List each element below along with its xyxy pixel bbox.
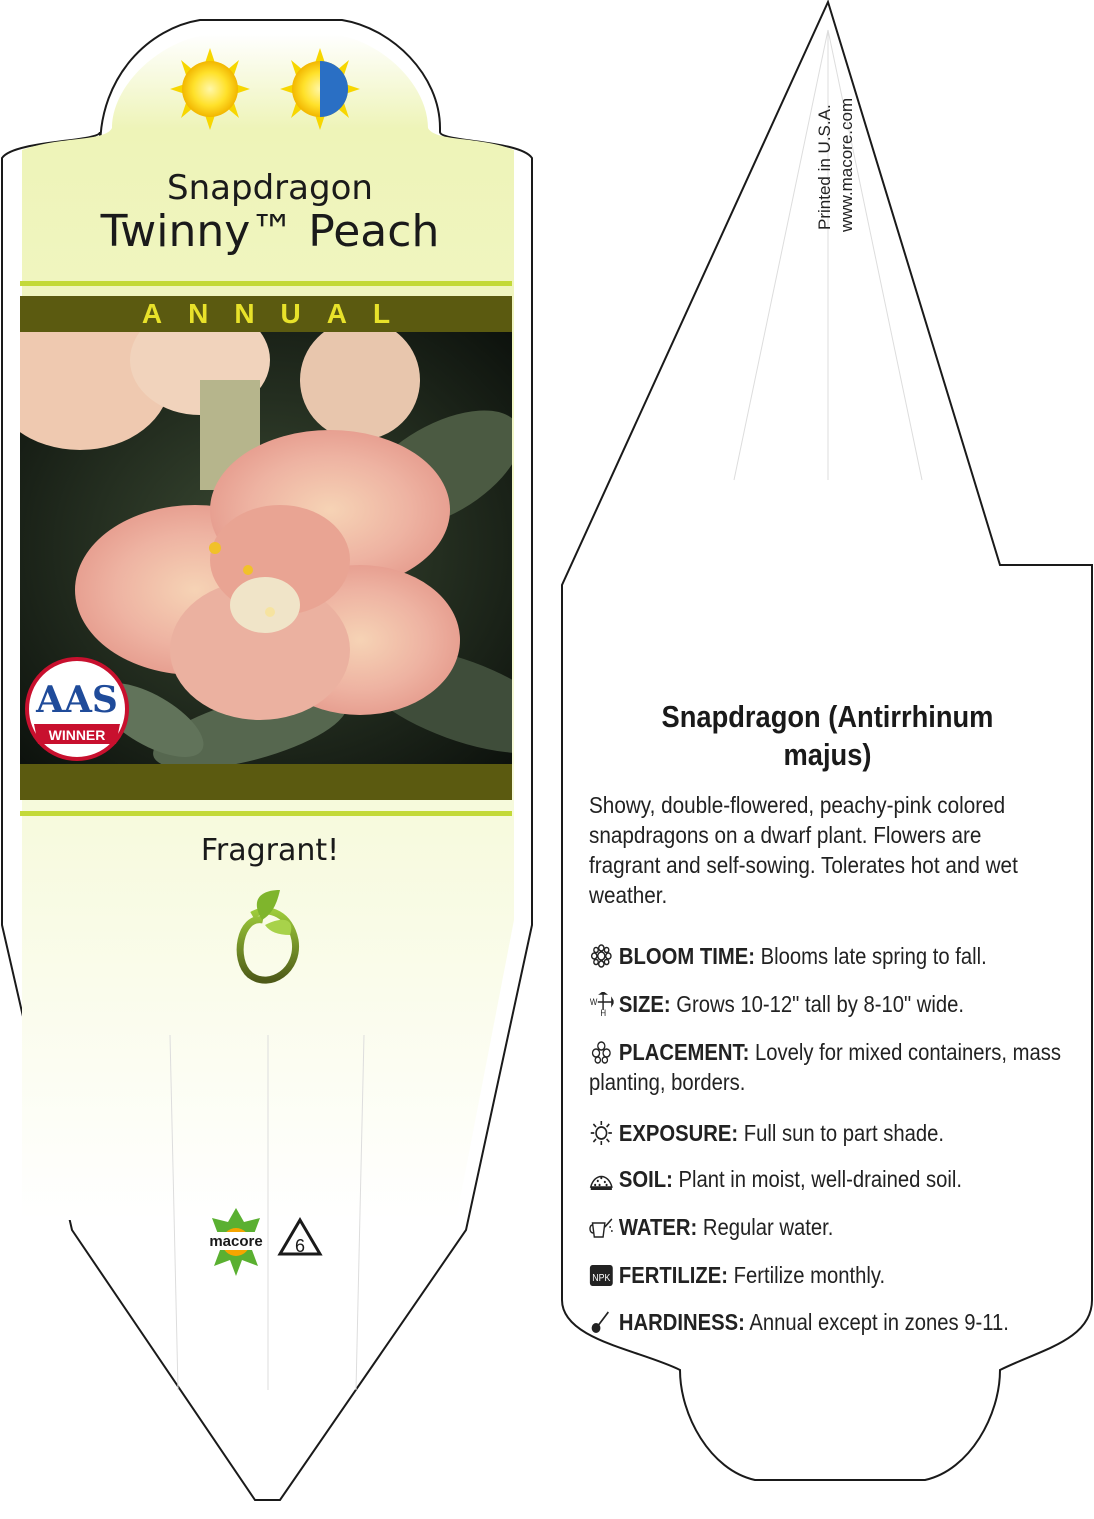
attr-fertilize bbox=[589, 1260, 1094, 1290]
badge-top-text: AAS bbox=[36, 679, 118, 721]
top-rule bbox=[20, 281, 512, 286]
variety-name: Twinny™ Peach bbox=[100, 206, 440, 257]
botanical-title: Snapdragon (Antirrhinum majus) bbox=[661, 699, 994, 772]
bottom-rule bbox=[20, 811, 512, 816]
attr-label: SOIL: bbox=[618, 1166, 673, 1192]
badge-bottom-text: WINNER bbox=[48, 727, 106, 743]
common-name: Snapdragon bbox=[167, 168, 373, 208]
attr-label: SIZE: bbox=[618, 991, 671, 1017]
attr-hardiness bbox=[589, 1307, 1094, 1337]
print-info bbox=[815, 60, 856, 232]
brand-text: macore bbox=[209, 1233, 263, 1250]
flower-icon bbox=[589, 944, 614, 968]
attr-label: BLOOM TIME: bbox=[618, 943, 755, 969]
attr-text: Lovely for mixed containers, mass planting, borders. bbox=[589, 1039, 1061, 1095]
attr-label: EXPOSURE: bbox=[618, 1120, 739, 1146]
attr-size bbox=[589, 989, 1094, 1019]
attr-label: WATER: bbox=[618, 1214, 698, 1240]
attr-exposure bbox=[589, 1118, 1094, 1148]
attr-soil bbox=[589, 1164, 1094, 1194]
watering-can-icon bbox=[589, 1215, 614, 1239]
attr-text: Fertilize monthly. bbox=[733, 1262, 886, 1288]
attr-text: Plant in moist, well-drained soil. bbox=[678, 1166, 963, 1192]
placement-icon bbox=[589, 1040, 614, 1064]
soil-icon bbox=[589, 1167, 614, 1191]
svg-text:W: W bbox=[589, 996, 598, 1008]
sun-icon bbox=[589, 1121, 614, 1145]
attr-placement bbox=[589, 1037, 1094, 1097]
size-icon bbox=[589, 992, 614, 1016]
attr-text: Regular water. bbox=[702, 1214, 834, 1240]
website: www.macore.com bbox=[837, 97, 856, 232]
plant-description: Showy, double-flowered, peachy-pink colored snapdragons on a dwarf plant. Flowers are fragrant and self-sowing. Tolerates hot and wet weather. bbox=[589, 792, 1018, 908]
recycle-code: 6 bbox=[294, 1236, 306, 1256]
attr-label: PLACEMENT: bbox=[618, 1039, 750, 1065]
attr-text: Grows 10-12" tall by 8-10" wide. bbox=[676, 991, 965, 1017]
attr-bloom-time bbox=[589, 941, 1094, 971]
attr-text: Annual except in zones 9-11. bbox=[749, 1309, 1009, 1335]
attr-text: Full sun to part shade. bbox=[743, 1120, 945, 1146]
band-bottom bbox=[20, 764, 512, 800]
aas-winner-badge bbox=[27, 659, 127, 759]
feature-text: Fragrant! bbox=[200, 833, 340, 868]
plant-type-band: ANNUAL bbox=[141, 298, 417, 329]
attr-water bbox=[589, 1212, 1094, 1242]
fertilizer-icon bbox=[589, 1263, 614, 1287]
thermometer-icon bbox=[589, 1310, 614, 1334]
printed-in: Printed in U.S.A. bbox=[815, 104, 834, 230]
svg-text:H: H bbox=[600, 1007, 607, 1016]
attr-text: Blooms late spring to fall. bbox=[760, 943, 987, 969]
attr-label: HARDINESS: bbox=[618, 1309, 745, 1335]
svg-text:NPK: NPK bbox=[592, 1271, 611, 1284]
attr-label: FERTILIZE: bbox=[618, 1262, 728, 1288]
